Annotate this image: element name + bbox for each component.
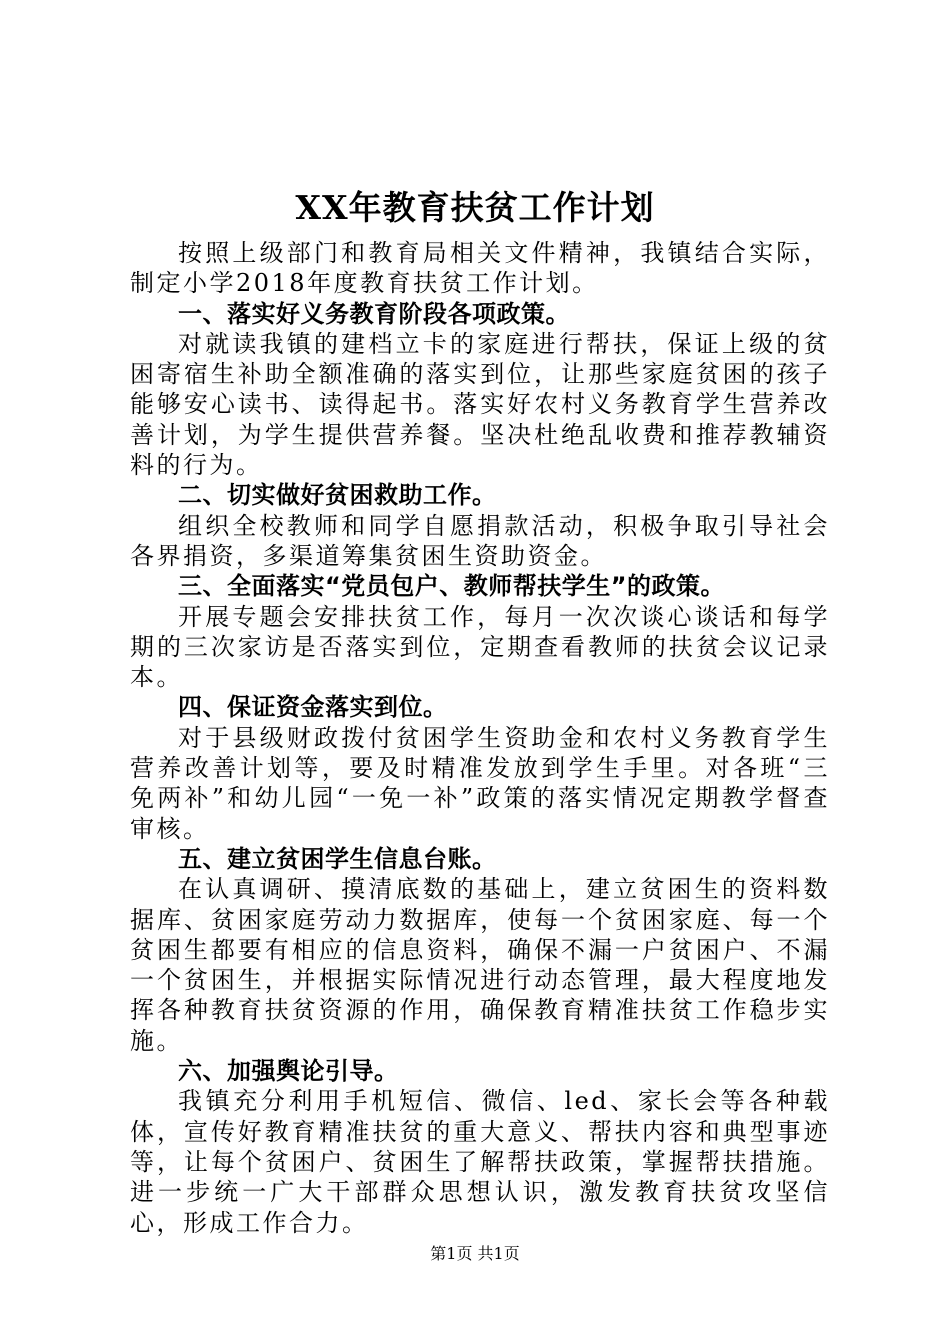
section-paragraph: 组织全校教师和同学自愿捐款活动，积极争取引导社会各界捐资，多渠道筹集贫困生资助资金。	[130, 511, 830, 570]
intro-paragraph: 按照上级部门和教育局相关文件精神，我镇结合实际，制定小学2018年度教育扶贫工作计划。	[130, 239, 830, 298]
section-heading: 四、保证资金落实到位。	[178, 693, 448, 722]
section-paragraph: 对就读我镇的建档立卡的家庭进行帮扶，保证上级的贫困寄宿生补助全额准确的落实到位，让那些家庭贫困的孩子能够安心读书、读得起书。落实好农村义务教育学生营养改善计划，为学生提供营养餐。坚决杜绝乱收费和推荐教辅资料的行为。	[130, 329, 830, 480]
section-heading: 六、加强舆论引导。	[178, 1057, 399, 1086]
section-heading: 五、建立贫困学生信息台账。	[178, 844, 497, 873]
section-paragraph: 在认真调研、摸清底数的基础上，建立贫困生的资料数据库、贫困家庭劳动力数据库，使每一个贫困家庭、每一个贫困生都要有相应的信息资料，确保不漏一户贫困户、不漏一个贫困生，并根据实际情况进行动态管理，最大程度地发挥各种教育扶贫资源的作用，确保教育精准扶贫工作稳步实施。	[130, 875, 830, 1055]
section-heading: 三、全面落实“党员包户、教师帮扶学生”的政策。	[178, 572, 726, 601]
section-paragraph: 我镇充分利用手机短信、微信、led、家长会等各种载体，宣传好教育精准扶贫的重大意义、帮扶内容和典型事迹等，让每个贫困户、贫困生了解帮扶政策，掌握帮扶措施。进一步统一广大干部群众思想认识，激发教育扶贫攻坚信心，形成工作合力。	[130, 1087, 830, 1237]
section-paragraph: 开展专题会安排扶贫工作，每月一次次谈心谈话和每学期的三次家访是否落实到位，定期查看教师的扶贫会议记录本。	[130, 602, 830, 692]
document-body	[130, 238, 830, 1238]
document-title: XX年教育扶贫工作计划	[295, 188, 655, 227]
page-number-footer: 第1页 共1页	[430, 1244, 520, 1263]
section-heading: 一、落实好义务教育阶段各项政策。	[178, 299, 570, 328]
section-paragraph: 对于县级财政拨付贫困学生资助金和农村义务教育学生营养改善计划等，要及时精准发放到学生手里。对各班“三免两补”和幼儿园“一免一补”政策的落实情况定期教学督查审核。	[130, 723, 830, 843]
section-heading: 二、切实做好贫困救助工作。	[178, 481, 497, 510]
